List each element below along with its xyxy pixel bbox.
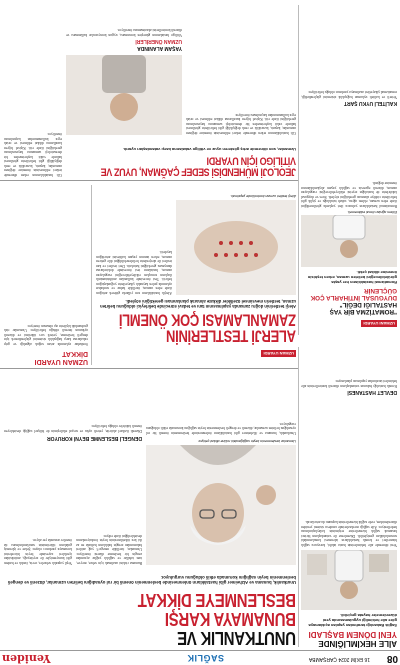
middle-body: Alerjik hastalıkların son yıllarda giderek arttığını ifade eden uzman, özellikle bahar ve sonbahar aylarında polen kaynaklı şikayetlerin yoğunlaştığını belirtti. Test öncesinde kullanılan antihistaminik ilaçların sonuçları etkileyebileceğini vurgulayan uzman, hastaların test öncesinde doktorlarına danışması gerektiğini hatırlattı. Deri testleri ve kan testleri ile alerjenlerin belirlenebildiğini dile getiren uzman, erken tanının yaşam kalitesini artırdığını kaydetti. xyxy=(96,250,172,295)
top-body-1: Bunama riskini azaltmak için sebze, meyve, tam tahıllar ve sağlıklı yağlar açısından zengin bir beslenme düzeni öneriliyor. Uzmanlar, özellikle omega-3 yağ asitleri bakımından zengin balıkların haftada en az iki kez tüketilmesinin beyin fonksiyonlarını desteklediğini ifade ediyor. xyxy=(76,534,142,565)
section-rule-2 xyxy=(0,180,298,181)
left-headline-2: YENİ DÖNEM BAŞLADI xyxy=(308,630,397,640)
top-subhead: DENGELİ BESLENME BEYNİ KORUYOR xyxy=(46,435,142,441)
bottom-lead: Uzmanlar, son dönemde artış gösteren uyuz ve vitiligo vakalarına karşı vatandaşları uyardı. xyxy=(122,147,296,152)
middle-story xyxy=(96,299,296,365)
top-body-2: Yeşil yapraklı sebzeler, ceviz, fındık ve badem gibi kuruyemişler ile zeytinyağı, antioksidan içerikleri sayesinde beyin hücrelerini korumaya yardımcı oluyor. Şeker ve işlenmiş gıdaların tüketiminin sınırlandırılması da öneriler arasında yer alıyor. xyxy=(4,538,72,565)
middle-headline-2: ZAMANLAMASI ÇOK ÖNEMLİ xyxy=(119,310,296,330)
right-photo xyxy=(301,215,397,267)
left-headline-1: AİLE HEKİMLİĞİNDE xyxy=(318,639,397,648)
right-sub-body: Yeterli ve kaliteli uykunun bağışıklık sistemini güçlendirdiği, romatizmal şikayetleri azaltmaya yardımcı olduğu belirtiliyor. xyxy=(301,90,397,99)
newspaper-logo: Yeniden xyxy=(2,652,51,665)
elderly-woman-illustration xyxy=(146,445,296,565)
middle-headline-1: ALERJİ TESTLERİNİN xyxy=(166,326,296,346)
bottom-photo xyxy=(66,55,182,135)
section-title: SAĞLIK xyxy=(186,653,224,663)
top-body-3: Düzenli fiziksel aktivite, yeterli uyku ve sosyal etkileşimin de bilişsel sağlığı destekleyen önemli faktörler olduğu belirtiliyor. xyxy=(4,424,142,433)
skin-condition-illustration xyxy=(66,55,182,135)
right-story xyxy=(301,59,397,335)
far-right-title-1: UZMAN UYARDI xyxy=(34,358,88,365)
top-body-extra: Unutkanlık, bunama ve Alzheimer gibi hastalıkların önlenmesinde beslenmenin önemli bir rol oynadığını belirten uzmanlar, düzenli ve dengeli beslenmenin beyin sağlığını korumada etkili olduğunu vurguluyor. xyxy=(146,422,296,435)
right-body: Romatizmal hastalıkların yalnızca ileri yaşlarda görülmediğini ifade eden uzman, eklem ağrısı, sabah tutukluğu ve şişlik gibi belirtilerin ciddiye alınması gerektiğini söyledi. Stres ve duygusal faktörlerin de hastalığın seyrini etkileyebileceğini vurgulayan uzman, düzenli egzersiz ve sağlıklı yaşam alışkanlıklarının önemine değindi. xyxy=(301,181,397,208)
header-rule xyxy=(0,650,400,651)
bottom-headline-1: JEOLOJİ MÜHENDİSİ SEDEF ÇAĞMAN, UYUZ VE xyxy=(101,165,296,179)
left-body: Yeni dönemde aile hekimlerinin hasta takibi, koruyucu sağlık hizmetleri ve kronik hastalıkların izlenmesi konularındaki sorumlulukları genişletildi. Düzenleme ile vatandaşların birinci basamak sağlık hizmetlerine erişiminin kolaylaştırılması hedefleniyor. Aile sağlığı merkezlerinde randevu sistemi yeniden düzenlenirken, evde sağlık hizmetlerinin kapsamı da artırılacak. xyxy=(301,520,397,547)
section-rule-1 xyxy=(0,368,298,369)
left-sub-body: Kronik hastalığı bulunan vatandaşların düzenli kontrollerinin aile hekimleri tarafından yapılması planlanıyor. xyxy=(301,379,397,388)
allergy-test-illustration xyxy=(176,200,296,295)
left-subtitle: DEVLET HASTANESİ xyxy=(347,389,397,395)
left-photo xyxy=(301,550,397,610)
top-headline-1: UNUTKANLIK VE xyxy=(177,627,296,649)
right-headline-1: "ROMATİZMA BİR YAŞ HASTALIĞI DEĞİL" xyxy=(329,301,397,315)
middle-lead: Alerji testlerinin doğru zamanda yapılmasının tanı ve tedavi sürecinde belirleyici olduğunu belirten uzman, testlerin mevsimsel özellikler dikkate alınarak planlanması gerektiğini söyledi. xyxy=(100,299,296,309)
bottom-side-body: Vitiligo hastalarının güneşten korunması, uygun koruyucular kullanması ve düzenli kontrollerini aksatmaması öneriliyor. xyxy=(66,28,182,37)
column-divider-3 xyxy=(298,5,299,335)
bottom-headline-2: VİTİLİGO İÇİN UYARDI xyxy=(206,154,296,168)
right-headline-2: DUYGUSAL İNTİHARLA ÇOK GÜÇLENİR xyxy=(310,287,397,301)
top-photo xyxy=(146,445,296,565)
column-divider-1 xyxy=(298,347,299,647)
left-article xyxy=(301,318,397,647)
doctor-portrait-illustration xyxy=(301,215,397,267)
top-headline-2: BUNAMAYA KARŞI xyxy=(165,608,296,630)
column-divider-2 xyxy=(91,185,92,365)
far-right-title-2: DİKKAT xyxy=(62,350,88,357)
bottom-story xyxy=(66,147,296,177)
middle-kicker: UZMAN UYARDI xyxy=(263,351,294,356)
bottom-far-body: Cilt hastalıklarının erken dönemde tedavi edilmesinin önemine değinen uzmanlar, kaşıntı, kızarıklık ve renk değişikliği gibi belirtilerin görülmesi halinde vakit kaybetmeden bir dermatoloji uzmanına başvurulması gerektiğini ifade etti. Kişisel hijyen kurallarına dikkat edilmesi ve ortak eşya kullanımından kaçınılması öneriliyor. xyxy=(4,132,62,177)
bottom-side-title: YAŞAM ALANINDA xyxy=(137,45,182,51)
top-story xyxy=(4,589,296,649)
top-headline-3: BESLENMEYE DİKKAT xyxy=(138,589,296,611)
far-right-body: Sonbahar aylarında artan soğuk algınlığı ve grip vakalarına karşı bağışıklık sistemini güçlendirmek için dengeli beslenme, yeterli sıvı tüketimi ve düzenli uykunun önemli olduğu belirtiliyor. Uzmanlar risk grubundaki kişilerin aşı olmasını öneriyor. xyxy=(4,324,88,346)
right-subtitle: KALİTELİ UYKU ŞART xyxy=(343,99,397,106)
far-right-box xyxy=(4,186,88,365)
issue-date: 16 EKİM 2024 ÇARŞAMBA xyxy=(308,656,370,662)
middle-caption: Alerji testleri uzman kontrolünde yapılmalı. xyxy=(230,194,296,198)
left-intro: Sağlık Bakanlığı tarafından yapılan açıklamaya göre aile hekimliği uygulamasında yeni düzenlemeler hayata geçirildi. xyxy=(308,613,397,628)
right-lead: Romatizmal hastalıkların her yaşta görülebileceğini belirten uzman, erken teşhisin önemine dikkat çekti. xyxy=(307,270,397,285)
bottom-body: Cilt hastalıklarının erken dönemde tedavi edilmesinin önemine değinen uzmanlar, kaşıntı, kızarıklık ve renk değişikliği gibi belirtilerin görülmesi halinde vakit kaybetmeden bir dermatoloji uzmanına başvurulması gerektiğini ifade etti. Kişisel hijyen kurallarına dikkat edilmesi ve ortak eşya kullanımından kaçınılması öneriliyor. xyxy=(186,113,296,135)
right-caption: Eklem ağrıları ihmal edilmemeli. xyxy=(347,210,397,214)
bottom-side-subtitle: UZMAN ÖNERİLERİ xyxy=(135,38,182,44)
bottom-side-box xyxy=(66,5,182,51)
top-lead: Unutkanlık, bunama ve Alzheimer gibi hastalıkların önlenmesinde beslenmenin önemli bir rol oynadığını belirten uzmanlar, düzenli ve dengeli beslenmenin beyin sağlığını korumada etkili olduğunu vurguluyor. xyxy=(7,574,296,585)
doctor-illustration xyxy=(301,550,397,610)
page-header xyxy=(0,651,400,665)
middle-photo xyxy=(176,200,296,295)
right-kicker: UZMANI UYARDI xyxy=(363,321,395,326)
top-caption: Uzmanlar beslenmenin beyin sağlığındaki rolüne dikkat çekiyor. xyxy=(197,439,296,443)
page-number: 08 xyxy=(386,653,398,664)
